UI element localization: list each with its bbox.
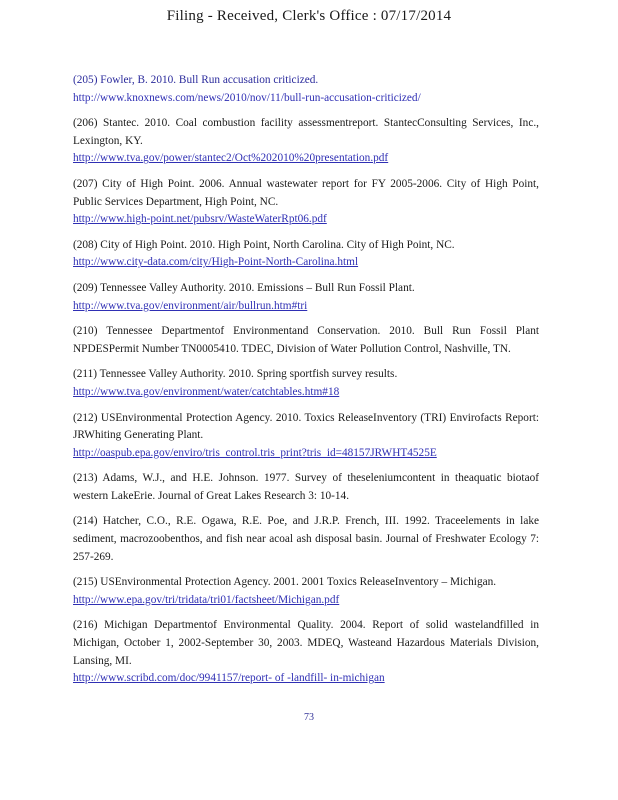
reference-209 xyxy=(73,280,539,315)
reference-text: (215) USEnvironmental Protection Agency. 2001. 2001 Toxics ReleaseInventory – Michigan. xyxy=(73,576,497,589)
reference-210 xyxy=(73,323,539,358)
reference-211 xyxy=(73,366,539,401)
reference-214 xyxy=(73,513,539,566)
reference-text: (205) Fowler, B. 2010. Bull Run accusation criticized. xyxy=(73,74,319,86)
reference-link[interactable]: http://www.tva.gov/environment/water/catchtables.htm#18 xyxy=(73,385,340,398)
reference-208 xyxy=(73,237,539,272)
reference-216 xyxy=(73,617,539,687)
reference-link[interactable]: http://www.knoxnews.com/news/2010/nov/11/bull-run-accusation-criticized/ xyxy=(73,91,421,104)
page-number: 73 xyxy=(304,712,314,723)
reference-link[interactable]: http://www.scribd.com/doc/9941157/report- of -landfill- in-michigan xyxy=(73,672,385,685)
reference-link[interactable]: http://www.tva.gov/power/stantec2/Oct%202010%20presentation.pdf xyxy=(73,152,389,165)
reference-link[interactable]: http://www.epa.gov/tri/tridata/tri01/factsheet/Michigan.pdf xyxy=(73,593,340,606)
reference-205 xyxy=(73,72,539,107)
reference-text: (206) Stantec. 2010. Coal combustion facility assessmentreport. StantecConsulting Services, Inc., Lexington, KY. xyxy=(73,117,539,147)
reference-213 xyxy=(73,470,539,505)
reference-206 xyxy=(73,115,539,168)
reference-list xyxy=(73,72,539,696)
reference-text: (208) City of High Point. 2010. High Point, North Carolina. City of High Point, NC. xyxy=(73,238,455,251)
filing-header: Filing - Received, Clerk's Office : 07/17/2014 xyxy=(166,8,452,24)
reference-text: (209) Tennessee Valley Authority. 2010. Emissions – Bull Run Fossil Plant. xyxy=(73,281,415,294)
reference-text: (214) Hatcher, C.O., R.E. Ogawa, R.E. Poe, and J.R.P. French, III. 1992. Traceelements in lake sediment, macrozoobenthos, and fish near acoal ash disposal basin. Journal of Freshwater Ecology 7: 257-269. xyxy=(73,515,539,563)
reference-212 xyxy=(73,410,539,463)
reference-link[interactable]: http://www.high-point.net/pubsrv/WasteWaterRpt06.pdf xyxy=(73,213,327,226)
reference-link[interactable]: http://www.tva.gov/environment/air/bullrun.htm#tri xyxy=(73,299,308,312)
reference-text: (213) Adams, W.J., and H.E. Johnson. 1977. Survey of theseleniumcontent in theaquatic biotaof western LakeErie. Journal of Great Lakes Research 3: 10-14. xyxy=(73,472,539,502)
reference-link[interactable]: http://www.city-data.com/city/High-Point-North-Carolina.html xyxy=(73,256,359,269)
reference-text: (211) Tennessee Valley Authority. 2010. Spring sportfish survey results. xyxy=(73,368,398,381)
reference-text: (212) USEnvironmental Protection Agency. 2010. Toxics ReleaseInventory (TRI) Envirofacts Report: JRWhiting Generating Plant. xyxy=(73,411,539,442)
reference-text: (216) Michigan Departmentof Environmental Quality. 2004. Report of solid wastelandfilled in Michigan, October 1, 2002-September 30, 2003. MDEQ, Wasteand Hazardous Materials Division, Lansing, MI. xyxy=(73,619,539,667)
reference-link[interactable]: http://oaspub.epa.gov/enviro/tris_control.tris_print?tris_id=48157JRWHT4525E xyxy=(73,446,437,459)
reference-text: (210) Tennessee Departmentof Environmentand Conservation. 2010. Bull Run Fossil Plant NPDESPermit Number TN0005410. TDEC, Division of Water Pollution Control, Nashville, TN. xyxy=(73,325,539,355)
reference-215 xyxy=(73,574,539,609)
reference-text: (207) City of High Point. 2006. Annual wastewater report for FY 2005-2006. City of High Point, Public Services Department, High Point, NC. xyxy=(73,177,539,208)
reference-207 xyxy=(73,176,539,229)
